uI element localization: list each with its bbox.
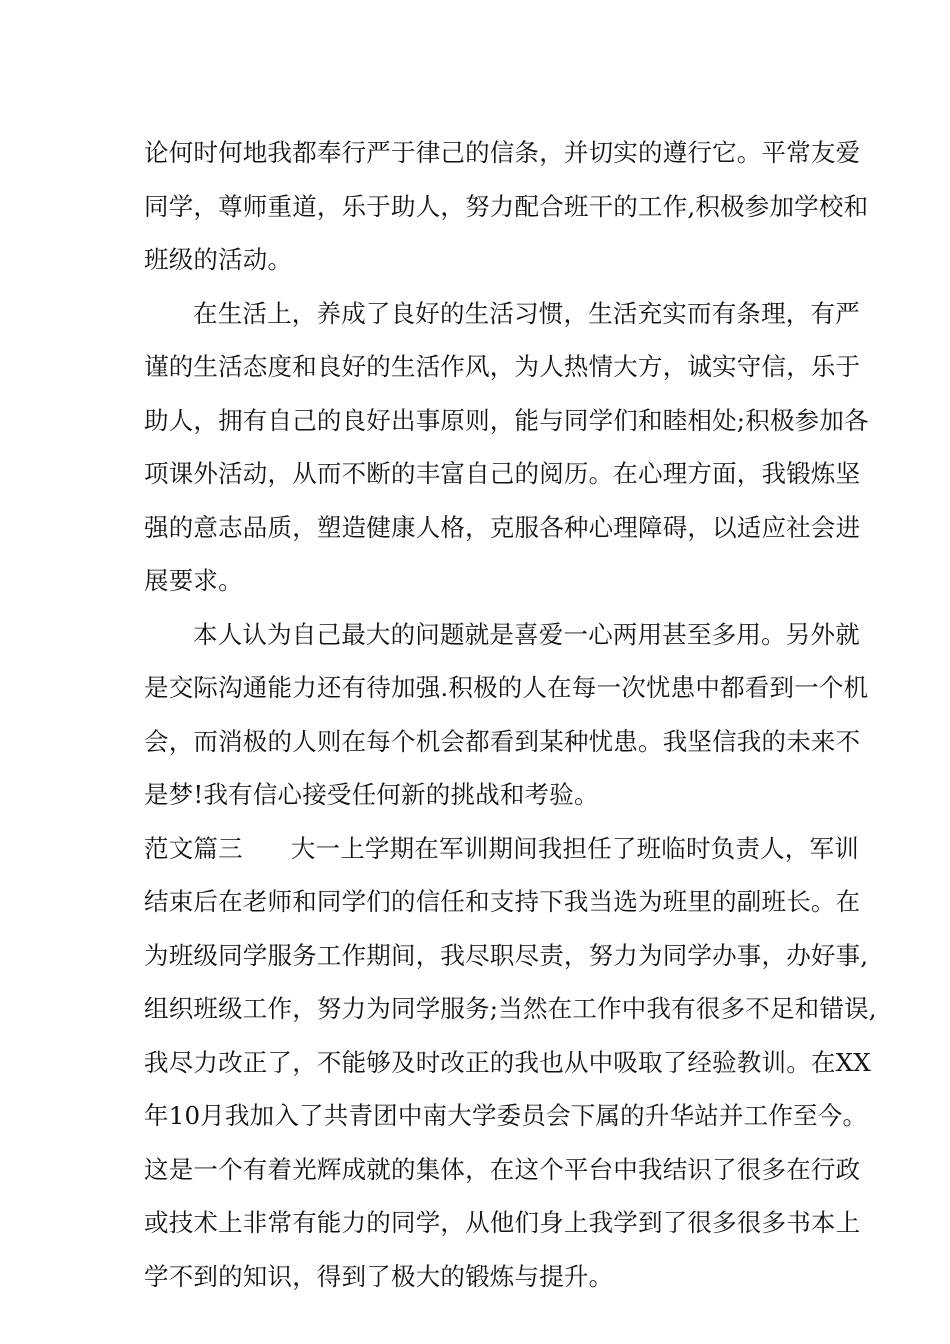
section-label: 范文篇三: [144, 833, 243, 863]
text-line: 谨的生活态度和良好的生活作风，为人热情大方，诚实守信，乐于: [144, 352, 861, 381]
paragraph-start-line: 本人认为自己最大的问题就是喜爱一心两用甚至多用。另外就: [193, 619, 860, 649]
text-line: 组织班级工作，努力为同学服务;当然在工作中我有很多不足和错误,: [144, 994, 877, 1023]
text-line: 是交际沟通能力还有待加强.积极的人在每一次忧患中都看到一个机: [144, 673, 869, 702]
text-line: 强的意志品质，塑造健康人格，克服各种心理障碍，以适应社会进: [144, 512, 861, 542]
text-line: 学不到的知识，得到了极大的锻炼与提升。: [144, 1261, 614, 1291]
text-line: 结束后在老师和同学们的信任和支持下我当选为班里的副班长。在: [144, 887, 861, 916]
text-line: 班级的活动。: [144, 245, 293, 274]
text-line: 同学，尊师重道，乐于助人，努力配合班干的工作,积极参加学校和: [144, 191, 869, 221]
section-first-line: 大一上学期在军训期间我担任了班临时负责人，军训: [290, 833, 859, 863]
paragraph-start-line: 在生活上，养成了良好的生活习惯，生活充实而有条理，有严: [193, 298, 860, 328]
section-heading-line: [144, 822, 859, 876]
text-line: 项课外活动，从而不断的丰富自己的阅历。在心理方面，我锻炼坚: [144, 459, 861, 488]
text-line: 展要求。: [144, 566, 243, 595]
text-line: 我尽力改正了，不能够及时改正的我也从中吸取了经验教训。在XX: [144, 1047, 871, 1077]
text-line: 年10月我加入了共青团中南大学委员会下属的升华站并工作至今。: [144, 1101, 868, 1130]
text-line: 论何时何地我都奉行严于律己的信条，并切实的遵行它。平常友爱: [144, 138, 861, 167]
text-line: 或技术上非常有能力的同学，从他们身上我学到了很多很多书本上: [144, 1208, 861, 1237]
text-line: 会，而消极的人则在每个机会都看到某种忧患。我坚信我的未来不: [144, 726, 861, 756]
text-line: 助人，拥有自己的良好出事原则，能与同学们和睦相处;积极参加各: [144, 405, 869, 435]
text-line: 这是一个有着光辉成就的集体，在这个平台中我结识了很多在行政: [144, 1154, 861, 1184]
body-text: [144, 126, 877, 1303]
text-line: 为班级同学服务工作期间，我尽职尽责，努力为同学办事，办好事,: [144, 940, 869, 970]
text-line: 是梦!我有信心接受任何新的挑战和考验。: [144, 780, 599, 809]
